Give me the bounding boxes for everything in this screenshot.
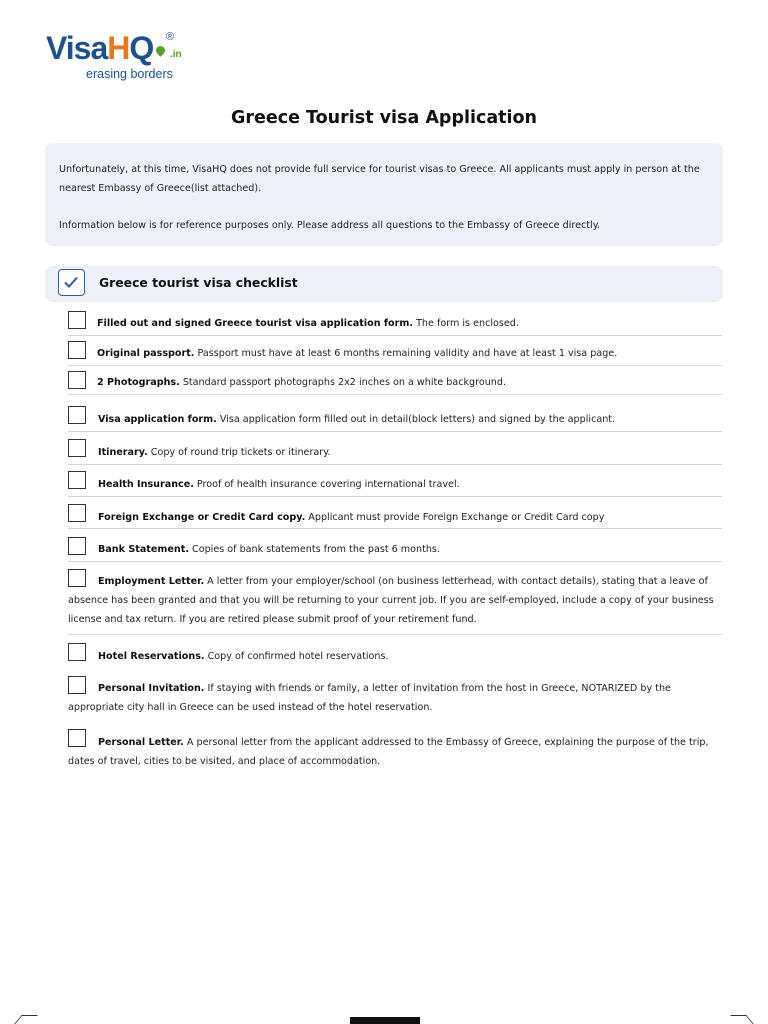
item-checkbox[interactable] <box>68 341 86 359</box>
item-label: 2 Photographs. <box>97 377 180 388</box>
divider <box>68 496 722 497</box>
page-bottom-tab <box>350 1017 420 1024</box>
checkmark-icon <box>63 275 79 289</box>
divider <box>68 431 722 432</box>
logo-word-q: Q <box>129 30 154 66</box>
item-checkbox[interactable] <box>68 537 86 555</box>
notice-panel <box>45 143 723 246</box>
checklist-item <box>68 540 722 559</box>
item-checkbox[interactable] <box>68 471 86 489</box>
item-checkbox[interactable] <box>68 643 86 661</box>
item-checkbox[interactable] <box>68 569 86 587</box>
item-text: Copy of round trip tickets or itinerary. <box>147 447 331 458</box>
divider <box>68 335 722 336</box>
item-label: Itinerary. <box>98 447 148 458</box>
notice-paragraph-2: Information below is for reference purposes only. Please address all questions to the Embassy of Greece directly. <box>59 220 601 231</box>
page-corner-right <box>730 1015 754 1024</box>
checklist-item <box>68 647 722 666</box>
page-corner-left <box>14 1015 38 1024</box>
page-title: Greece Tourist visa Application <box>230 108 537 128</box>
map-pin-icon <box>154 44 167 57</box>
divider <box>68 561 722 562</box>
item-text: Proof of health insurance covering international travel. <box>193 479 460 490</box>
item-checkbox[interactable] <box>68 729 86 747</box>
item-label: Hotel Reservations. <box>98 651 205 662</box>
item-label: Filled out and signed Greece tourist visa application form. <box>97 318 414 329</box>
item-label: Original passport. <box>97 348 195 359</box>
item-label: Bank Statement. <box>98 544 189 555</box>
checklist-item <box>68 344 722 363</box>
divider <box>68 464 722 465</box>
checklist-item <box>68 314 722 333</box>
checklist-item <box>68 475 722 494</box>
item-text: The form is enclosed. <box>413 318 519 329</box>
checklist-item <box>68 373 722 392</box>
item-label: Personal Letter. <box>98 737 184 748</box>
divider <box>68 394 722 395</box>
item-label: Employment Letter. <box>98 576 205 587</box>
item-text: If staying with friends or family, a letter of invitation from the host in Greece, NOTARIZED by the appropriate city hall in Greece can be used instead of the hotel reservation. <box>68 683 671 713</box>
item-checkbox[interactable] <box>68 676 86 694</box>
item-label: Foreign Exchange or Credit Card copy. <box>98 512 306 523</box>
logo-word-h: H <box>107 30 130 66</box>
visahq-logo[interactable] <box>44 28 214 84</box>
divider <box>68 528 722 529</box>
divider <box>68 365 722 366</box>
checklist-item <box>68 410 722 429</box>
item-text: Copy of confirmed hotel reservations. <box>204 651 389 662</box>
item-text: Applicant must provide Foreign Exchange or Credit Card copy <box>305 512 605 523</box>
item-text: Passport must have at least 6 months remaining validity and have at least 1 visa page. <box>194 348 618 359</box>
item-checkbox[interactable] <box>68 371 86 389</box>
divider <box>68 634 722 635</box>
checklist-item <box>68 733 722 771</box>
item-label: Visa application form. <box>98 414 217 425</box>
checklist-item <box>68 443 722 462</box>
item-text: A personal letter from the applicant addressed to the Embassy of Greece, explaining the purpose of the trip, dates of travel, cities to be visited, and place of accommodation. <box>68 737 709 767</box>
item-text: Standard passport photographs 2x2 inches on a white background. <box>179 377 507 388</box>
item-checkbox[interactable] <box>68 311 86 329</box>
item-text: Visa application form filled out in detail(block letters) and signed by the applicant. <box>216 414 616 425</box>
checklist-header-checkbox[interactable] <box>58 269 85 296</box>
checklist-item <box>68 508 722 527</box>
logo-wordmark <box>46 28 153 68</box>
item-checkbox[interactable] <box>68 504 86 522</box>
item-checkbox[interactable] <box>68 439 86 457</box>
logo-word-visa: Visa <box>46 30 108 66</box>
item-text: Copies of bank statements from the past 6 months. <box>188 544 440 555</box>
item-label: Health Insurance. <box>98 479 194 490</box>
checklist-item <box>68 679 722 717</box>
logo-tagline: erasing borders <box>86 67 173 81</box>
checklist-item <box>68 572 722 629</box>
notice-paragraph-1: Unfortunately, at this time, VisaHQ does not provide full service for tourist visas to Greece. All applicants must apply in person at the nearest Embassy of Greece(list attached). <box>59 164 700 194</box>
checklist-title: Greece tourist visa checklist <box>99 275 298 290</box>
item-checkbox[interactable] <box>68 406 86 424</box>
item-text: A letter from your employer/school (on business letterhead, with contact details), stating that a leave of absence has been granted and that you will be returning to your current job. If you are self-employed, include a copy of your business license and tax return. If you are retired please submit proof of your retirement fund. <box>68 576 714 625</box>
item-label: Personal Invitation. <box>98 683 205 694</box>
logo-domain-suffix: .in <box>170 49 182 60</box>
logo-registered-mark: ® <box>166 31 175 43</box>
checklist-header <box>45 266 723 302</box>
